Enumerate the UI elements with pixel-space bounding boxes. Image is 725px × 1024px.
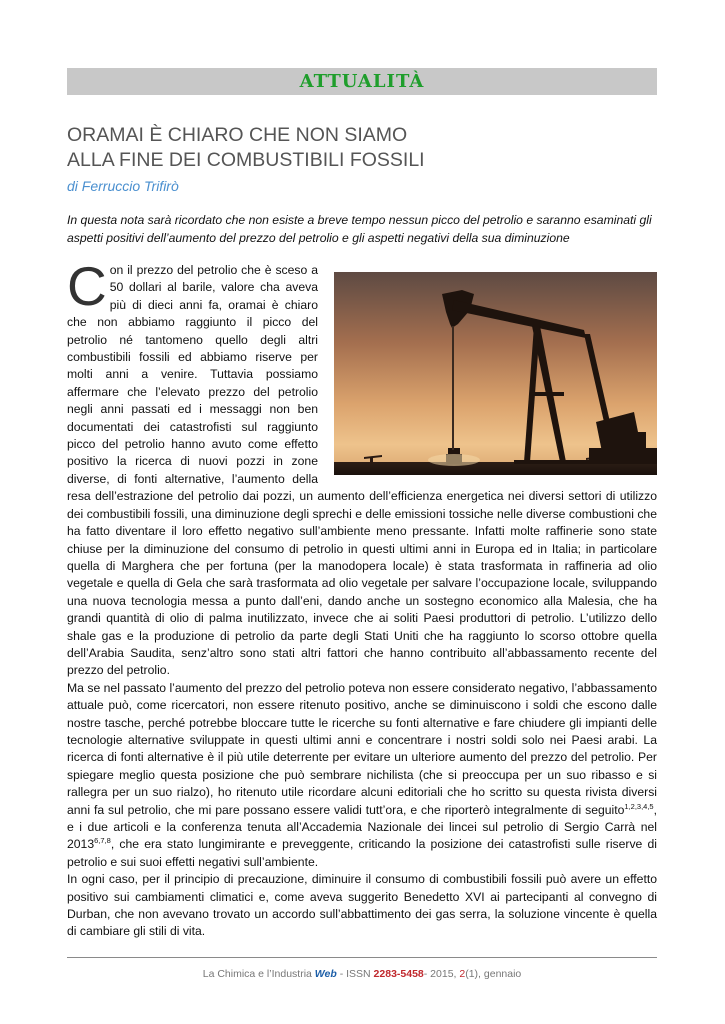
paragraph-2-text-a: Ma se nel passato l’aumento del prezzo del petrolio poteva non essere considerato negativo, l’abbassamento attuale può, come ricercatori, non essere ritenuto positivo, anche se diminuiscono i soldi che escono dalle nostre tasche, perché potrebbe bloccare tutte le ricerche su fonti alternative e fare chiudere gli impianti delle tecnologie alternative sviluppate in questi ultimi anni e concentrare i nostri soldi solo nei Paesi arabi. La ricerca di fonti alternative è il più utile deterrente per evitare un ulteriore aumento del prezzo del petrolio. Per spiegare meglio questa posizione che può sembrare nichilista (che si preoccupa per un suo ribasso e si rallegra per un suo rialzo), ho ritenuto utile ricordare alcuni editoriali che ho scritto su questa rivista diversi anni fa sul petrolio, che mi pare possano essere validi tutt’ora, e che riporterò integralmente di seguito [67,680,657,817]
paragraph-1-text: on il prezzo del petrolio che è sceso a 50 dollari al barile, valore cha aveva più di dieci anni fa, oramai è chiaro che non abbiamo raggiunto il picco del petrolio né tantomeno quello degli altri combustibili fossili ed abbiamo riserve per molti anni a venire. Tuttavia possiamo affermare che l’elevato prezzo del petrolio negli anni passati ed i messaggi non ben documentati dei catastrofisti sul raggiunto picco del petrolio hanno avuto come effetto positivo la ricerca di nuovi pozzi in zone diverse, di fonti alternative, l’aumento della resa dell’estrazione del petrolio dai pozzi, un aumento dell’efficienza energetica nei diversi settori di utilizzo dei combustibili fossili, una diminuzione degli sprechi e delle emissioni tossiche nelle diverse combustioni che ha fatto diventare il loro effetto negativo sull’ambiente meno pressante. Infatti molte raffinerie sono state chiuse per la diminuzione del consumo di petrolio in questi ultimi anni in Europa ed in Italia; in particolare quella di Marghera che per fortuna (per la manodopera locale) è stata trasformata in raffineria ad olio vegetale e quella di Gela che sarà trasformata ad olio vegetale per salvare l’occupazione locale, sviluppando una nuova tecnologia messa a punto dall’eni, dando anche un sostegno economico alla Malesia, che ha grandi quantità di olio di palma inutilizzato, invece che ai soliti Paesi produttori di petrolio. L’utilizzo dello shale gas e la produzione di petrolio da parte degli Stati Uniti che ha raggiunto lo scorso ottobre quella dell’Arabia Saudita, senz’altro sono stati altri fattori che hanno contribuito all’abbassamento recente del prezzo del petrolio. [67,263,657,678]
section-label: ATTUALITÀ [299,71,425,92]
article-title-line-1: ORAMAI È CHIARO CHE NON SIAMO [67,124,408,146]
footer-web: Web [314,968,337,980]
reference-superscript-1: 1,2,3,4,5 [624,801,654,811]
page-footer [67,968,657,980]
paragraph-2-text-b: , e i due articoli e la conferenza tenuta all’Accademia Nazionale dei lincei sul petrolio di Sergio Carrà nel 2013 [67,802,657,852]
article-title-line-2: ALLA FINE DEI COMBUSTIBILI FOSSILI [67,149,425,171]
paragraph-3: In ogni caso, per il principio di precauzione, diminuire il consumo di combustibili fossili può avere un effetto positivo sui cambiamenti climatici e, come aveva suggerito Benedetto XVI ai partecipanti al convegno di Durban, che non avevano trovato un accordo sull’abbattimento dei gas serra, la soluzione vincente è quella di cambiare gli stili di vita. [67,872,657,939]
footer-issn: 2283-5458 [373,968,424,980]
footer-journal: La Chimica e l’Industria [202,968,315,980]
footer-issue: (1), gennaio [465,968,522,980]
article-body [67,255,657,941]
drop-cap: C [67,255,107,317]
footer-divider [67,957,657,958]
reference-superscript-2: 6,7,8 [94,836,111,846]
paragraph-2 [67,680,657,871]
article-abstract: In questa nota sarà ricordato che non esiste a breve tempo nessun picco del petrolio e saranno esaminati gli aspetti positivi dell’aumento del prezzo del petrolio e gli aspetti negativi della sua diminuzione [67,213,652,245]
section-header-band [67,68,657,95]
footer-volume: 2 [459,968,466,980]
article-title [67,123,657,173]
footer-year: - 2015, [423,968,460,980]
article-author: di Ferruccio Trifirò [67,178,179,194]
paragraph-2-text-c: , che era stato lungimirante e preveggente, criticando la posizione dei catastrofisti sulle riserve di petrolio e sui suoi effetti negativi sull’ambiente. [67,837,657,869]
oil-pump-jack-photo [334,272,657,475]
footer-issn-prefix: - ISSN [336,968,374,980]
